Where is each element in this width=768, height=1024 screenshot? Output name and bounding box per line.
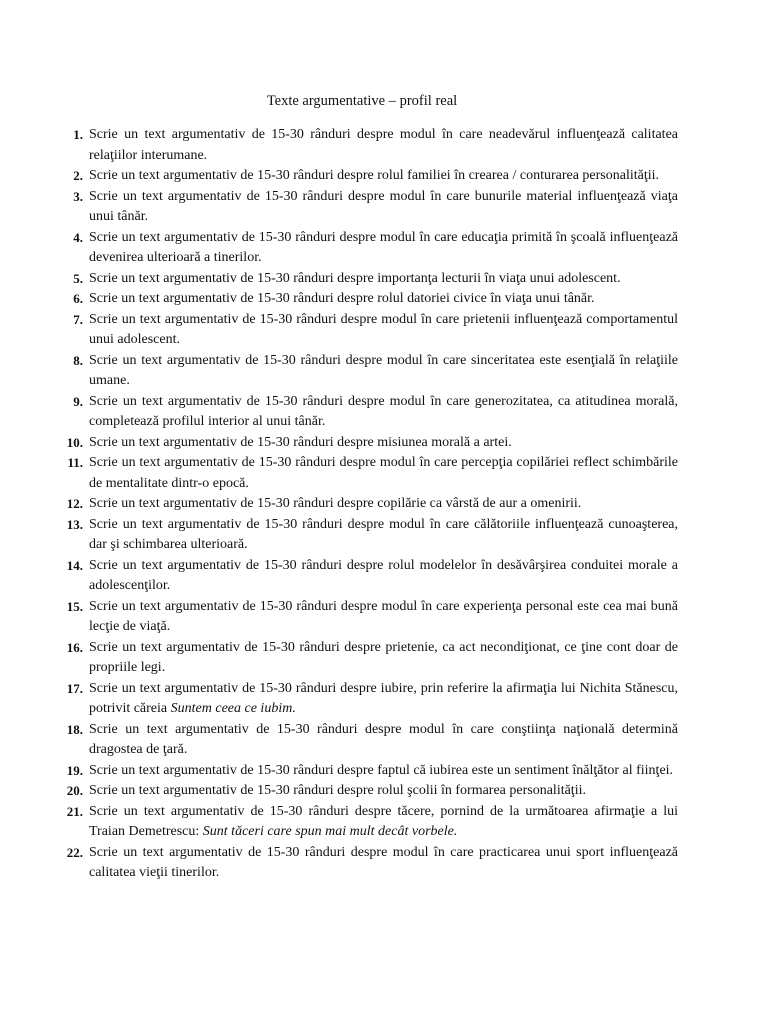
item-text: Scrie un text argumentativ de 15-30 rânduri despre modul în care neadevărul influenţează calitatea relaţiilor interumane. xyxy=(89,127,678,163)
item-number: 9. xyxy=(73,393,83,409)
list-item xyxy=(56,166,678,187)
item-number: 22. xyxy=(66,844,83,860)
item-text-quote: Sunt tăceri care spun mai mult decât vorbele. xyxy=(202,824,458,839)
item-text: Scrie un text argumentativ de 15-30 rânduri despre modul în care bunurile material influenţează viaţa unui tânăr. xyxy=(89,188,678,224)
list-item xyxy=(56,125,678,166)
item-text: Scrie un text argumentativ de 15-30 rânduri despre modul în care percepţia copilăriei reflect schimbările de mentalitate dintr-o epocă. xyxy=(89,455,678,491)
list-item xyxy=(56,843,678,884)
item-number: 8. xyxy=(73,352,83,368)
list-item xyxy=(56,351,678,392)
item-text: Scrie un text argumentativ de 15-30 rânduri despre modul în care prietenii influenţează comportamentul unui adolescent. xyxy=(89,311,678,347)
item-number: 11. xyxy=(67,455,83,470)
item-text: Scrie un text argumentativ de 15-30 rânduri despre modul în care generozitatea, ca atitudinea morală, completează profilul interior al unui tânăr. xyxy=(89,393,678,429)
item-number: 5. xyxy=(73,270,83,286)
item-text: Scrie un text argumentativ de 15-30 rânduri despre rolul familiei în crearea / conturarea personalităţii. xyxy=(89,168,660,183)
list-item xyxy=(56,597,678,638)
list-item xyxy=(56,433,678,454)
item-text: Scrie un text argumentativ de 15-30 rânduri despre faptul că iubirea este un sentiment înălţător al fiinţei. xyxy=(89,762,674,778)
item-text: Scrie un text argumentativ de 15-30 rânduri despre rolul datoriei civice în viaţa unui tânăr. xyxy=(89,291,595,306)
list-item xyxy=(56,802,678,843)
list-item xyxy=(56,269,678,290)
item-text-plain: Scrie un text argumentativ de 15-30 rânduri despre tăcere, pornind de la următoarea afirmaţie a lui Traian Demetrescu: xyxy=(89,803,678,839)
item-text: Scrie un text argumentativ de 15-30 rânduri despre rolul şcolii în formarea personalităţii. xyxy=(89,783,586,798)
item-number: 12. xyxy=(66,496,83,511)
item-number: 21. xyxy=(66,803,83,819)
item-text: Scrie un text argumentativ de 15-30 rânduri despre modul în care experienţa personal este cea mai bună lecţie de viaţă. xyxy=(89,598,678,634)
item-number: 20. xyxy=(66,783,83,798)
item-text: Scrie un text argumentativ de 15-30 rânduri despre modul în care conştiinţa naţională determină dragostea de ţară. xyxy=(89,721,678,757)
item-text: Scrie un text argumentativ de 15-30 rânduri despre misiunea morală a artei. xyxy=(89,434,512,450)
list-item xyxy=(56,720,678,761)
list-item xyxy=(56,228,678,269)
item-text: Scrie un text argumentativ de 15-30 rânduri despre rolul modelelor în desăvârşirea conduitei morale a adolescenţilor. xyxy=(89,557,678,593)
list-item xyxy=(56,556,678,597)
list-item xyxy=(56,638,678,679)
list-item xyxy=(56,515,678,556)
item-number: 18. xyxy=(66,721,83,737)
item-text: Scrie un text argumentativ de 15-30 rânduri despre modul în care sinceritatea este esenţială în relaţiile umane. xyxy=(89,352,678,388)
item-number: 6. xyxy=(73,291,83,306)
list-item xyxy=(56,679,678,720)
item-number: 7. xyxy=(73,311,83,327)
item-text-quote: Suntem ceea ce iubim. xyxy=(170,701,296,716)
item-number: 17. xyxy=(66,680,83,696)
item-number: 10. xyxy=(66,434,83,450)
item-number: 3. xyxy=(73,188,83,204)
item-number: 4. xyxy=(73,229,83,245)
list-item xyxy=(56,494,678,515)
list-item xyxy=(56,187,678,228)
item-text: Scrie un text argumentativ de 15-30 rânduri despre importanţa lecturii în viaţa unui adolescent. xyxy=(89,270,621,286)
item-number: 1. xyxy=(73,127,83,142)
item-number: 14. xyxy=(66,557,83,573)
list-item xyxy=(56,453,678,494)
item-text: Scrie un text argumentativ de 15-30 rânduri despre copilărie ca vârstă de aur a omenirii. xyxy=(89,496,582,511)
item-text: Scrie un text argumentativ de 15-30 rânduri despre modul în care practicarea unui sport influenţează calitatea vieţii tinerilor. xyxy=(89,844,678,880)
item-number: 15. xyxy=(66,598,83,614)
list-item xyxy=(56,761,678,782)
item-number: 2. xyxy=(73,168,83,183)
item-text: Scrie un text argumentativ de 15-30 rânduri despre modul în care călătoriile influenţează cunoaşterea, dar şi schimbarea ulterioară. xyxy=(89,516,678,552)
list-item xyxy=(56,392,678,433)
item-text xyxy=(89,802,678,843)
item-number: 13. xyxy=(66,516,83,532)
item-number: 19. xyxy=(66,762,83,778)
list-item xyxy=(56,781,678,802)
assignment-list xyxy=(56,125,678,884)
list-item xyxy=(56,289,678,310)
item-text: Scrie un text argumentativ de 15-30 rânduri despre prietenie, ca act necondiţionat, ce ţine cont doar de propriile legi. xyxy=(89,639,678,675)
list-item xyxy=(56,310,678,351)
item-text: Scrie un text argumentativ de 15-30 rânduri despre modul în care educaţia primită în şcoală influenţează devenirea ulterioară a tinerilor. xyxy=(89,229,678,265)
item-text-plain: Scrie un text argumentativ de 15-30 rânduri despre iubire, prin referire la afirmaţia lui Nichita Stănescu, potrivit căreia xyxy=(89,680,678,716)
item-text xyxy=(89,679,678,720)
document-title: Texte argumentative – profil real xyxy=(266,93,458,109)
item-number: 16. xyxy=(66,639,83,655)
